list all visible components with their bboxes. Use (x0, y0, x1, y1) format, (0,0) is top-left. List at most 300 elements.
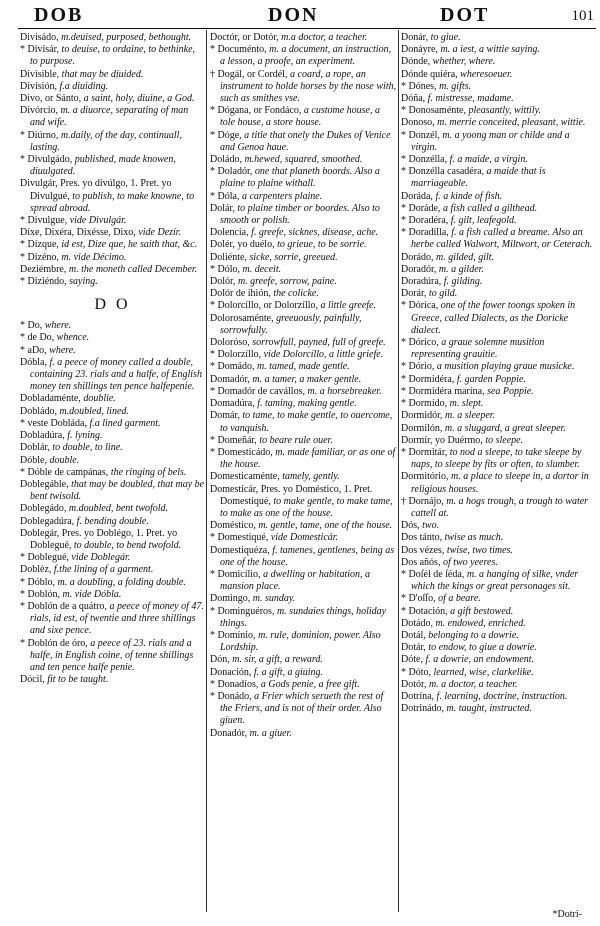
entry-definition: two. (419, 520, 440, 532)
dictionary-entry (20, 320, 205, 332)
entry-headword: * de Do, (20, 332, 55, 344)
dictionary-entry (210, 667, 397, 679)
entry-headword: * Doblón, (20, 588, 60, 600)
entry-headword: Doctór, or Dotór, (210, 32, 279, 43)
dictionary-entry (401, 520, 595, 532)
dictionary-entry (20, 105, 205, 129)
entry-headword: Deziémbre, (20, 263, 67, 275)
dictionary-entry (210, 44, 397, 68)
entry-definition: where. (46, 344, 76, 356)
dictionary-entry (210, 630, 397, 654)
entry-definition: m. a tamer, a maker gentle. (249, 373, 362, 385)
entry-definition: f. lyning. (64, 430, 103, 442)
entry-definition: whether, where. (430, 56, 496, 68)
dictionary-entry (210, 532, 397, 544)
entry-definition: m.doubled, lined. (56, 405, 129, 417)
entry-headword: * Domínio, (210, 629, 256, 641)
dictionary-entry (401, 56, 595, 68)
entry-definition: f. a dowrie, an endowment. (422, 654, 535, 666)
dictionary-entry (20, 638, 205, 675)
entry-definition: that may be doubled, that may be bent twisold. (30, 478, 205, 503)
dictionary-entry (210, 386, 397, 398)
dictionary-entry (210, 545, 397, 569)
dictionary-entry (20, 503, 205, 515)
catchword: *Dotri- (552, 909, 582, 920)
entry-headword: Dormír, yo Duérmo, (401, 434, 483, 446)
entry-definition: wheresoeuer. (457, 68, 513, 80)
entry-headword: Doblegár, Pres. yo Doblégo, 1. Pret. yo Doblegué, (20, 527, 178, 551)
entry-headword: Donación, (210, 666, 252, 678)
dictionary-entry (210, 679, 397, 691)
dictionary-entry (20, 215, 205, 227)
dictionary-entry (401, 203, 595, 215)
entry-definition: m. a giuer. (247, 727, 292, 739)
dictionary-entry (210, 313, 397, 337)
dictionary-entry (401, 496, 595, 520)
entry-headword: * Do, (20, 320, 43, 332)
entry-headword: * Doladór, (210, 166, 253, 178)
entry-definition: belonging to a dowrie. (425, 629, 519, 641)
entry-headword: Dormilón, (401, 422, 443, 434)
entry-headword: Dóte, (401, 654, 423, 666)
dictionary-entry (401, 154, 595, 166)
entry-headword: Divo, or Sánto, (20, 93, 82, 105)
entry-definition: m. sundaies things, holiday things. (220, 605, 387, 629)
entry-headword: Donáyre, (401, 44, 438, 56)
entry-headword: * Domestiqué, (210, 532, 269, 544)
entry-definition: m. taught, instructed. (444, 703, 532, 715)
entry-definition: a little greefe. (318, 300, 376, 312)
entry-headword: * Dormidéra, (401, 373, 455, 385)
entry-headword: Doblegádo, (20, 503, 67, 515)
header-rule (18, 28, 596, 29)
dictionary-entry (210, 728, 397, 740)
entry-headword: Díxe, Dixéra, Dixésse, Dixo, (20, 227, 136, 239)
dictionary-entry (210, 105, 397, 129)
dictionary-entry (401, 545, 595, 557)
header-middle-guideword: DON (268, 4, 319, 26)
entry-definition: a Frier which serueth the rest of the Friers, and is not of their order. Also giuen. (220, 690, 384, 727)
entry-headword: Donoso, (401, 117, 435, 129)
dictionary-entry (210, 337, 397, 349)
dictionary-entry (210, 520, 397, 532)
entry-definition: greeuously, painfully, sorrowfully. (220, 312, 362, 336)
dictionary-entry (210, 361, 397, 373)
entry-definition: m. vide Dóbla. (60, 588, 122, 600)
entry-definition: m.daily, of the day, continuall, lasting. (30, 129, 182, 153)
entry-headword: * Dolorzíllo, (210, 349, 262, 361)
entry-definition: m. tamed, made gentle. (254, 361, 350, 373)
dictionary-entry (401, 679, 595, 691)
entry-definition: m. merrie conceited, pleasant, wittie. (434, 117, 586, 129)
dictionary-entry (210, 410, 397, 434)
dictionary-entry (20, 276, 205, 288)
entry-definition: m. rule, dominion, power. Also Lordship. (220, 629, 381, 654)
dictionary-entry (210, 593, 397, 605)
entry-headword: † Dogál, or Cordél, (210, 68, 288, 80)
entry-definition: a fish called a gilthead. (440, 202, 538, 214)
entry-definition: twise, two times. (444, 544, 513, 556)
dictionary-entry (401, 654, 595, 666)
entry-definition: vide Dezír. (135, 227, 182, 239)
dictionary-entry (210, 398, 397, 410)
entry-headword: Dolencia, (210, 227, 249, 239)
dictionary-entry (20, 227, 205, 239)
entry-definition: learned, wise, clarkelike. (431, 666, 534, 678)
entry-definition: m. the moneth called December. (66, 263, 198, 275)
entry-headword: * Dóge, (210, 129, 242, 141)
dictionary-entry (401, 593, 595, 605)
entry-definition: f.a lined garment. (86, 417, 161, 429)
dictionary-entry (401, 300, 595, 337)
dictionary-entry (401, 191, 595, 203)
entry-headword: Dos añós, (401, 556, 441, 568)
entry-headword: Doliénte, (210, 251, 247, 263)
dictionary-entry (401, 166, 595, 190)
entry-headword: Dotrinádo, (401, 703, 445, 715)
entry-definition: m. a gilder. (436, 263, 484, 275)
entry-headword: Dolór, (210, 276, 236, 288)
entry-definition: one that planeth boords. Also a plaine to plaine withall. (220, 166, 380, 190)
dictionary-entry (401, 447, 595, 471)
dictionary-entry (401, 386, 595, 398)
entry-headword: Dónde quiéra, (401, 68, 458, 80)
entry-headword: * Divulgádo, (20, 154, 73, 166)
entry-definition: a saint, holy, diuine, a God. (81, 93, 195, 105)
entry-headword: * Dóblo, (20, 576, 55, 588)
entry-headword: Domadór, (210, 373, 250, 385)
dictionary-entry (210, 239, 397, 251)
entry-definition: doublie. (80, 393, 116, 405)
dictionary-entry (210, 471, 397, 483)
dictionary-entry (210, 374, 397, 386)
entry-headword: * Dízque, (20, 239, 59, 251)
entry-headword: * Dormído, (401, 398, 448, 410)
entry-definition: sicke, sorrie, greeued. (246, 251, 338, 263)
dictionary-entry (401, 471, 595, 495)
dictionary-entry (210, 691, 397, 728)
dictionary-entry (210, 349, 397, 361)
entry-definition: m. a place to sleepe in, a dortor in religious houses. (411, 471, 589, 495)
entry-headword: Donár, (401, 32, 429, 43)
entry-headword: * Donadíos, (210, 678, 259, 690)
entry-definition: f. a maide, a virgin. (447, 154, 528, 166)
dictionary-entry (210, 252, 397, 264)
entry-definition: f. a fish called a breame. Also an herbe called Walwort, Miltwort, or Ceterach. (411, 227, 593, 251)
dictionary-entry (210, 130, 397, 154)
entry-definition: m. sunday. (250, 593, 296, 605)
dictionary-entry (20, 589, 205, 601)
entry-headword: * Dormidéra marína, (401, 385, 485, 397)
dictionary-entry (401, 630, 595, 642)
header-left-guideword: DOB (34, 4, 84, 26)
dictionary-entry (210, 435, 397, 447)
dictionary-entry (20, 601, 205, 638)
dictionary-entry (210, 569, 397, 593)
entry-headword: * Diziéndo, (20, 276, 67, 288)
entry-headword: * Dizéno, (20, 251, 59, 263)
entry-headword: * Domádo, (210, 361, 255, 373)
dictionary-entry (20, 81, 205, 93)
entry-definition: f. greefe, sicknes, disease, ache. (248, 227, 379, 239)
entry-headword: * Dógana, or Fondáco, (210, 105, 302, 117)
entry-headword: Divisádo, (20, 32, 59, 43)
entry-headword: Dormidór, (401, 410, 443, 422)
column-1 (20, 32, 205, 686)
entry-headword: Donadór, (210, 727, 248, 739)
dictionary-entry (20, 552, 205, 564)
entry-definition: a title that onely the Dukes of Venice and Genoa haue. (220, 129, 391, 153)
entry-definition: m.hewed, squared, smoothed. (241, 154, 363, 166)
entry-definition: m. a hanging of silke, vnder which the kings or great personages sit. (411, 568, 579, 593)
dictionary-entry (401, 44, 595, 56)
entry-definition: f. a peece of money called a double, containing 23. rials and a halfe, of English money ten shillings ten pence halfepenie. (30, 356, 202, 393)
entry-headword: * Dórica, (401, 300, 439, 312)
dictionary-entry (401, 703, 595, 715)
entry-headword: * Donzélla casadéra, (401, 166, 485, 178)
entry-headword: Domadúra, (210, 398, 255, 410)
dictionary-entry (401, 105, 595, 117)
entry-definition: m. gilded, gilt. (433, 251, 495, 263)
dictionary-entry (20, 442, 205, 454)
dictionary-entry (401, 569, 595, 593)
entry-definition: m. a horsebreaker. (304, 385, 382, 397)
dictionary-entry (401, 435, 595, 447)
entry-headword: Dós, (401, 520, 420, 532)
dictionary-entry (20, 93, 205, 105)
dictionary-entry (401, 606, 595, 618)
column-3 (401, 32, 595, 715)
entry-headword: Doradúra, (401, 276, 442, 288)
dictionary-entry (20, 44, 205, 68)
entry-headword: Dobladúra, (20, 430, 65, 442)
entry-headword: * Domicílio, (210, 568, 261, 580)
dictionary-entry (210, 32, 397, 44)
entry-headword: * Donzélla, (401, 154, 448, 166)
entry-headword: * Dolorcíllo, or Dolorzíllo, (210, 300, 319, 312)
entry-definition: f. learning, doctrine, instruction. (434, 690, 568, 702)
entry-headword: * Domesticádo, (210, 446, 273, 458)
entry-headword: * Dormitár, (401, 446, 448, 458)
entry-headword: Dorádo, (401, 251, 434, 263)
entry-headword: Doblegadúra, (20, 515, 75, 527)
entry-headword: Dócil, (20, 674, 45, 686)
entry-definition: a Gods penie, a free gift. (258, 678, 360, 690)
dictionary-entry (20, 455, 205, 467)
entry-definition: to double, to bend twofold. (71, 539, 182, 551)
entry-headword: Domingo, (210, 593, 251, 605)
column-divider-1 (206, 30, 207, 912)
entry-definition: f. bending double. (74, 515, 149, 527)
entry-headword: * Dotación, (401, 605, 448, 617)
entry-definition: m. vide Décimo. (58, 251, 127, 263)
entry-definition: tamely, gently. (279, 471, 340, 483)
dictionary-entry (20, 130, 205, 154)
entry-definition: f. taming, making gentle. (254, 398, 357, 410)
entry-headword: Dos tánto, (401, 532, 443, 544)
dictionary-entry (401, 361, 595, 373)
dictionary-entry (401, 276, 595, 288)
dictionary-entry (20, 252, 205, 264)
entry-definition: to make gentle, to make tame, to make as one of the house. (220, 495, 393, 519)
entry-headword: Domesticaménte, (210, 471, 280, 483)
entry-definition: that may be diuided. (59, 68, 144, 80)
entry-definition: a gift bestowed. (447, 605, 514, 617)
entry-headword: Domesticár, Pres. yo Doméstico, 1. Pret. Domestiqué, (210, 483, 373, 507)
entry-headword: Dónde, (401, 56, 431, 68)
dictionary-entry (20, 239, 205, 251)
entry-headword: Dormitório, (401, 471, 449, 483)
entry-definition: m. a hogs trough, a trough to water cattell at. (411, 495, 589, 519)
entry-definition: of two yeeres. (440, 556, 498, 568)
entry-definition: f. gilding. (441, 276, 483, 288)
dictionary-entry (401, 69, 595, 81)
dictionary-entry (210, 447, 397, 471)
entry-headword: Dotár, (401, 642, 426, 654)
entry-headword: * Domeñár, (210, 434, 257, 446)
entry-definition: m.deuised, purposed, bethought. (58, 32, 192, 43)
entry-headword: * Dórico, (401, 337, 439, 349)
entry-headword: Dóbla, (20, 356, 47, 368)
entry-headword: Dotádo, (401, 617, 433, 629)
entry-definition: m. deceit. (240, 263, 282, 275)
entry-definition: a maide that is marriageable. (411, 166, 546, 190)
entry-definition: f.a diuiding. (56, 80, 109, 92)
entry-definition: to endow, to giue a dowrie. (425, 642, 537, 654)
entry-headword: * Diúrno, (20, 129, 59, 141)
entry-headword: Doblegáble, (20, 478, 69, 490)
entry-definition: m. sir, a gift, a reward. (229, 654, 323, 666)
dictionary-entry (210, 288, 397, 300)
dictionary-entry (210, 264, 397, 276)
entry-definition: m. a document, an instruction, a lesson, a proofe, an experiment. (220, 44, 392, 68)
dictionary-entry (401, 642, 595, 654)
entry-headword: Doblár, (20, 442, 50, 454)
dictionary-entry (20, 393, 205, 405)
entry-definition: a coard, a rope, an instrument to holde horses by the nose with, such as smithes vse. (220, 68, 397, 105)
entry-definition: of a beare. (435, 593, 481, 605)
entry-definition: to tame, to make gentle, to ouercome, to vanquish. (220, 410, 393, 434)
entry-definition: vide Dolorcíllo, a little griefe. (261, 349, 384, 361)
dictionary-entry (210, 606, 397, 630)
entry-headword: Doráda, (401, 190, 433, 202)
entry-headword: Dotór, (401, 678, 427, 690)
entry-headword: * Doſél de ſéda, (401, 568, 465, 580)
entry-definition: f. gilt, leafegold. (448, 215, 517, 227)
entry-definition: the colicke. (270, 288, 319, 300)
dictionary-entry (20, 345, 205, 357)
dictionary-entry (401, 252, 595, 264)
entry-definition: to deuise, to ordaine, to bethinke, to purpose. (30, 44, 196, 68)
entry-headword: * Doráde, (401, 202, 441, 214)
entry-definition: f. tamenes, gentlenes, being as one of the house. (220, 544, 395, 568)
entry-definition: m. a sleeper. (442, 410, 496, 422)
entry-definition: vide Doblegár. (68, 552, 131, 564)
column-2 (210, 32, 397, 740)
entry-definition: m. a diuorce, separating of man and wife. (30, 105, 189, 129)
entry-definition: m. endowed, enriched. (432, 617, 526, 629)
entry-headword: División, (20, 80, 57, 92)
page-number: 101 (571, 8, 594, 24)
entry-definition: sea Poppie. (484, 385, 534, 397)
dictionary-entry (210, 154, 397, 166)
dictionary-entry (210, 654, 397, 666)
entry-headword: * Doradéra, (401, 215, 449, 227)
entry-headword: * aDo, (20, 344, 47, 356)
entry-definition: f. a gift, a giuing. (251, 666, 324, 678)
dictionary-entry (210, 276, 397, 288)
dictionary-entry (20, 528, 205, 552)
dictionary-entry (210, 69, 397, 106)
entry-definition: m. a iest, a wittie saying. (437, 44, 540, 56)
dictionary-entry (401, 423, 595, 435)
entry-definition: m. greefe, sorrow, paine. (235, 276, 337, 288)
entry-definition: fit to be taught. (44, 674, 109, 686)
entry-headword: Divisible, (20, 68, 60, 80)
entry-headword: Domestiquéza, (210, 544, 270, 556)
dictionary-entry (210, 484, 397, 521)
entry-definition: to publish, to make knowne, to spread abroad. (30, 190, 195, 214)
dictionary-entry (401, 81, 595, 93)
entry-headword: * Doblón de a quátro, (20, 600, 107, 612)
entry-definition: to grieue, to be sorrie. (274, 239, 367, 251)
entry-definition: twise as much. (442, 532, 504, 544)
dictionary-entry (20, 406, 205, 418)
entry-definition: pleasantly, wittily. (466, 105, 541, 117)
entry-headword: Dotál, (401, 629, 426, 641)
entry-definition: f. a kinde of fish. (432, 190, 503, 202)
entry-definition: m. gentle, tame, one of the house. (255, 520, 393, 532)
entry-headword: * Dónes, (401, 80, 437, 92)
entry-definition: m. a doubling, a folding double. (55, 576, 186, 588)
entry-definition: a musition playing graue musicke. (434, 361, 575, 373)
entry-headword: † Dornájo, (401, 495, 444, 507)
entry-definition: m.doubled, bent twofold. (66, 503, 169, 515)
entry-headword: Dolór de ihión, (210, 288, 271, 300)
entry-headword: Dolár, (210, 202, 235, 214)
dictionary-entry (20, 430, 205, 442)
entry-headword: Dón, (210, 654, 230, 666)
dictionary-entry (20, 674, 205, 686)
entry-headword: * Doradílla, (401, 227, 449, 239)
entry-definition: to beare rule ouer. (256, 434, 333, 446)
entry-definition: the ringing of bels. (108, 466, 187, 478)
entry-definition: saying. (66, 276, 98, 288)
dictionary-entry (401, 398, 595, 410)
entry-definition: to plaine timber or boordes. Also to smooth or polish. (220, 202, 380, 227)
entry-definition: a carpenters plaine. (239, 190, 323, 202)
dictionary-entry (401, 557, 595, 569)
entry-definition: m. a doctor, a teacher. (426, 678, 518, 690)
dictionary-entry (20, 154, 205, 178)
dictionary-entry (401, 374, 595, 386)
entry-definition: a custome house, a tole house, a store house. (220, 105, 380, 129)
entry-definition: where. (42, 320, 72, 332)
dictionary-entry (20, 418, 205, 430)
dictionary-entry (401, 667, 595, 679)
column-divider-2 (398, 30, 399, 912)
entry-headword: * Divisár, (20, 44, 60, 56)
dictionary-entry (20, 69, 205, 81)
dictionary-entry (20, 264, 205, 276)
entry-headword: Dotrína, (401, 690, 435, 702)
entry-definition: sorrowfull, payned, full of greefe. (249, 337, 386, 349)
dictionary-entry (401, 117, 595, 129)
dictionary-entry (20, 516, 205, 528)
entry-definition: to sleepe. (482, 434, 524, 446)
entry-headword: * Dóto, (401, 666, 431, 678)
dictionary-entry (20, 479, 205, 503)
